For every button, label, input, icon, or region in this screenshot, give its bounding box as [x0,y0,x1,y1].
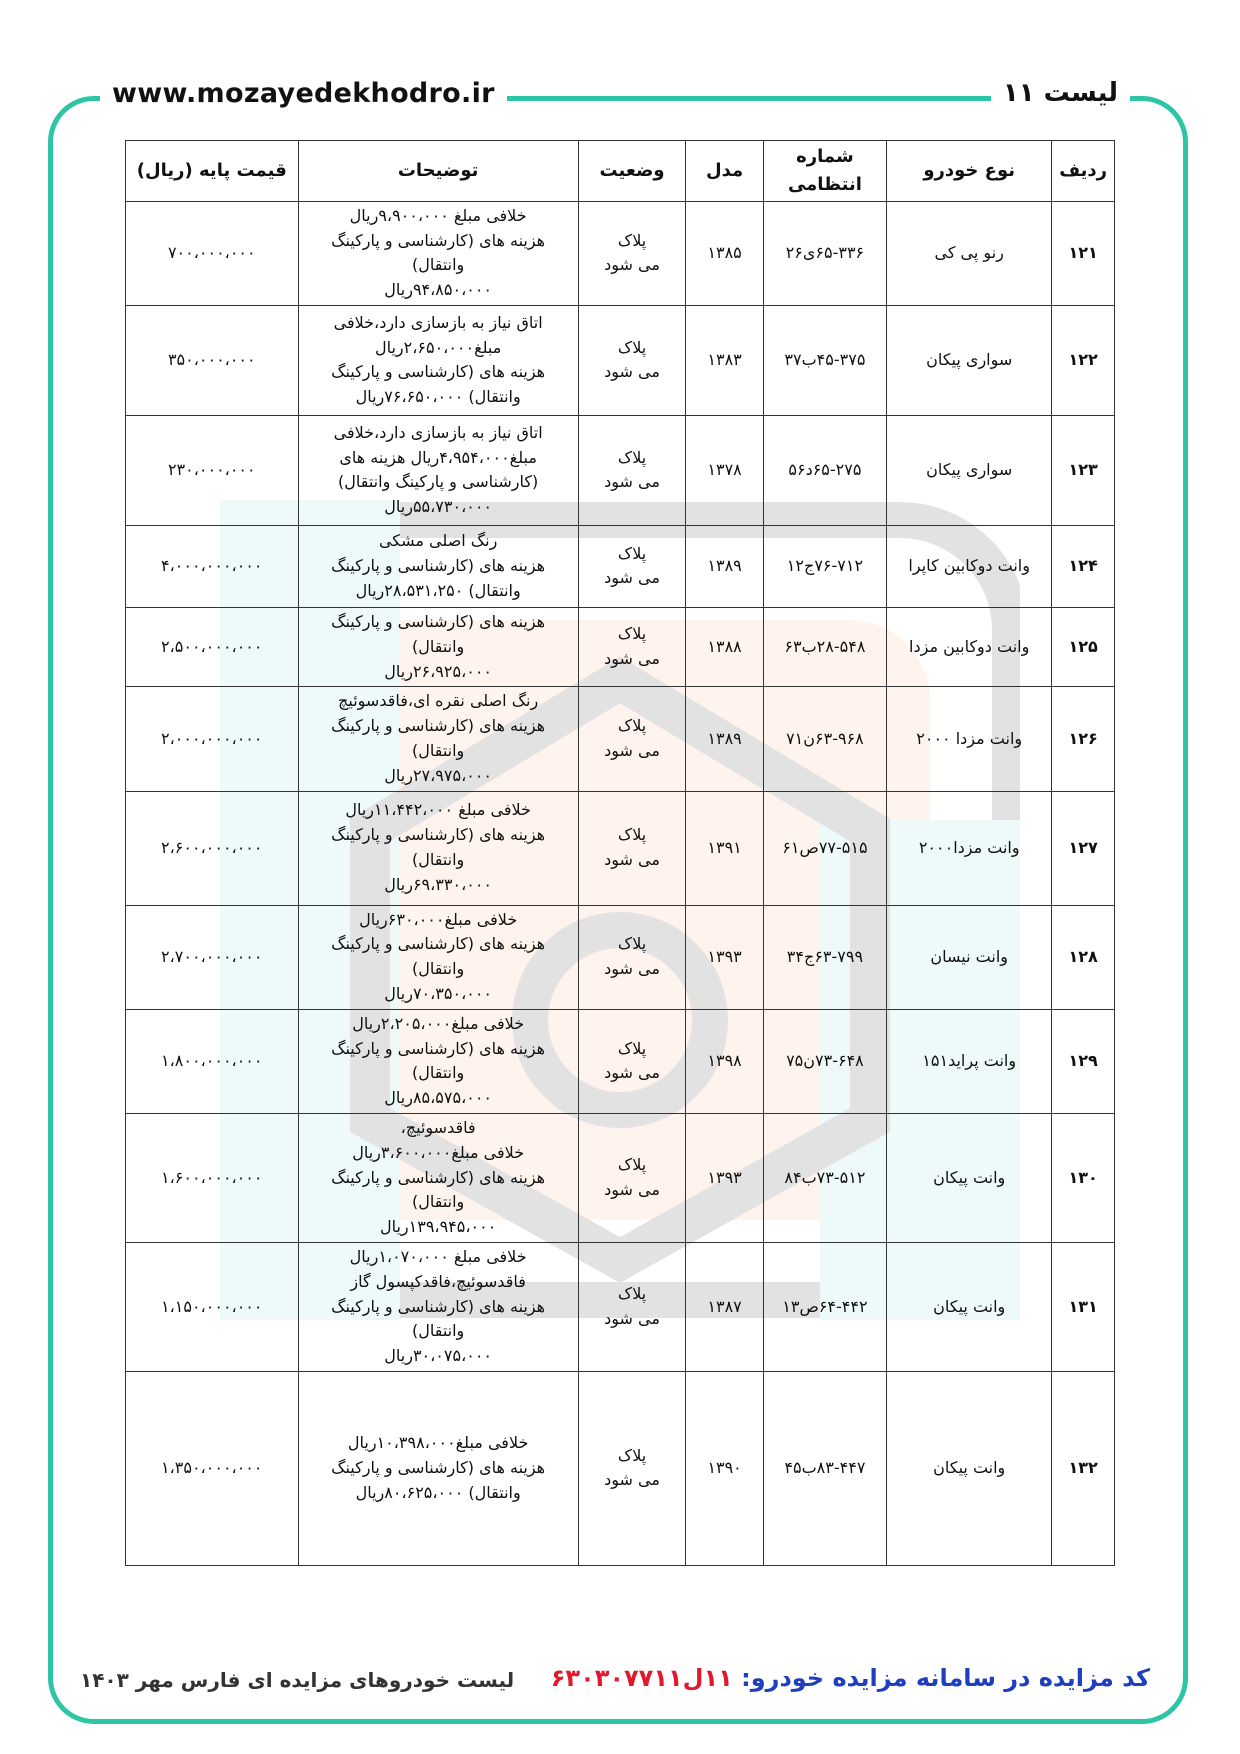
table-row [126,201,1115,305]
plate-number: ۶۴-۴۴۲ص۱۳ [763,1242,886,1371]
plate-number: ۶۳-۷۹۹ج۳۴ [763,905,886,1009]
status-line: می شود [604,1063,660,1083]
base-price: ۷۰۰،۰۰۰،۰۰۰ [126,201,299,305]
status-cell [578,201,686,305]
description-line: هزینه های (کارشناسی و پارکینگ [331,1457,546,1477]
vehicle-type: سواری پیکان [887,415,1052,525]
plate-number: ۷۳-۶۴۸ن۷۵ [763,1009,886,1113]
description-cell [298,905,578,1009]
vehicle-type: وانت دوکابین کاپرا [887,525,1052,607]
status-line: می شود [604,568,660,588]
base-price: ۲،۵۰۰،۰۰۰،۰۰۰ [126,607,299,686]
description-line: وانتقال) ۲۸،۵۳۱،۲۵۰ریال [355,580,521,600]
row-number: ۱۲۳ [1052,415,1115,525]
col-header-desc: توضیحات [298,141,578,202]
description-line: ۱۳۹،۹۴۵،۰۰۰ریال [379,1217,497,1237]
status-line: می شود [604,1308,660,1328]
table-header-row [126,141,1115,202]
status-cell [578,687,686,791]
status-cell [578,1113,686,1242]
description-cell [298,791,578,905]
table-row [126,607,1115,686]
model-year: ۱۳۸۹ [686,525,763,607]
status-line: پلاک [617,624,647,644]
base-price: ۱،۶۰۰،۰۰۰،۰۰۰ [126,1113,299,1242]
plate-number: ۷۳-۵۱۲ب۸۴ [763,1113,886,1242]
description-line: ۷۰،۳۵۰،۰۰۰ریال [384,983,493,1003]
row-number: ۱۲۷ [1052,791,1115,905]
model-year: ۱۳۸۹ [686,687,763,791]
status-line: پلاک [617,230,647,250]
plate-number: ۷۷-۵۱۵ص۶۱ [763,791,886,905]
col-header-model: مدل [686,141,763,202]
vehicle-type: رنو پی کی [887,201,1052,305]
description-line: رنگ اصلی نقره ای،فاقدسوئیچ [338,691,539,711]
description-line: ۳۰،۰۷۵،۰۰۰ریال [384,1346,493,1366]
model-year: ۱۳۹۱ [686,791,763,905]
description-cell [298,201,578,305]
status-line: پلاک [617,825,647,845]
description-line: رنگ اصلی مشکی [378,531,498,551]
description-line: هزینه های (کارشناسی و پارکینگ [331,362,546,382]
table-row [126,415,1115,525]
status-line: پلاک [617,1284,647,1304]
model-year: ۱۳۷۸ [686,415,763,525]
model-year: ۱۳۸۸ [686,607,763,686]
vehicle-type: وانت پیکان [887,1113,1052,1242]
plate-number: ۷۶-۷۱۲ج۱۲ [763,525,886,607]
description-line: ۹۴،۸۵۰،۰۰۰ریال [384,280,493,300]
list-title: لیست خودروهای مزایده ای فارس مهر ۱۴۰۳ [80,1668,515,1692]
status-line: می شود [604,740,660,760]
description-cell [298,1009,578,1113]
status-cell [578,905,686,1009]
status-line: پلاک [617,1038,647,1058]
base-price: ۱،۱۵۰،۰۰۰،۰۰۰ [126,1242,299,1371]
description-line: خلافی مبلغ۶۳۰،۰۰۰ریال [359,909,518,929]
status-cell [578,415,686,525]
status-line: می شود [604,472,660,492]
description-cell [298,1371,578,1565]
col-header-row: ردیف [1052,141,1115,202]
description-line: هزینه های (کارشناسی و پارکینگ وانتقال) [331,825,546,870]
table-row [126,525,1115,607]
vehicle-type: وانت پیکان [887,1371,1052,1565]
description-line: اتاق نیاز به بازسازی دارد،خلافی [333,312,543,332]
status-cell [578,607,686,686]
status-line: پلاک [617,934,647,954]
status-line: پلاک [617,447,647,467]
description-line: هزینه های (کارشناسی و پارکینگ وانتقال) [331,611,546,656]
table-row [126,1242,1115,1371]
plate-number: ۲۸-۵۴۸ب۶۳ [763,607,886,686]
description-line: ۲۶،۹۲۵،۰۰۰ریال [384,661,493,681]
status-line: می شود [604,959,660,979]
description-line: ۵۵،۷۳۰،۰۰۰ریال [384,497,493,517]
row-number: ۱۲۱ [1052,201,1115,305]
model-year: ۱۳۹۰ [686,1371,763,1565]
base-price: ۲،۶۰۰،۰۰۰،۰۰۰ [126,791,299,905]
description-cell [298,1242,578,1371]
row-number: ۱۲۸ [1052,905,1115,1009]
description-line: هزینه های (کارشناسی و پارکینگ وانتقال) [331,230,546,275]
description-line: اتاق نیاز به بازسازی دارد،خلافی [333,422,543,442]
description-line: وانتقال) ۷۶،۶۵۰،۰۰۰ریال [355,387,521,407]
plate-number: ۸۳-۴۴۷ب۴۵ [763,1371,886,1565]
base-price: ۳۵۰،۰۰۰،۰۰۰ [126,305,299,415]
col-header-price: قیمت پایه (ریال) [126,141,299,202]
description-line: ۸۵،۵۷۵،۰۰۰ریال [384,1088,493,1108]
row-number: ۱۲۹ [1052,1009,1115,1113]
table-row [126,1009,1115,1113]
description-line: هزینه های (کارشناسی و پارکینگ وانتقال) [331,1167,546,1212]
plate-number: ۶۵-۳۳۶ی۲۶ [763,201,886,305]
status-line: پلاک [617,716,647,736]
status-line: پلاک [617,543,647,563]
model-year: ۱۳۹۳ [686,905,763,1009]
status-line: می شود [604,1179,660,1199]
model-year: ۱۳۸۳ [686,305,763,415]
status-line: می شود [604,362,660,382]
status-cell [578,1009,686,1113]
description-cell [298,607,578,686]
status-line: پلاک [617,1445,647,1465]
model-year: ۱۳۹۸ [686,1009,763,1113]
plate-number: ۶۵-۲۷۵د۵۶ [763,415,886,525]
vehicle-table [125,140,1115,1566]
row-number: ۱۲۴ [1052,525,1115,607]
model-year: ۱۳۹۳ [686,1113,763,1242]
description-line: (کارشناسی و پارکینگ وانتقال) [338,472,539,492]
auction-code-label: کد مزایده در سامانه مزایده خودرو: [741,1664,1150,1692]
description-line: مبلغ۲،۶۵۰،۰۰۰ریال [374,337,502,357]
table-row [126,305,1115,415]
description-cell [298,687,578,791]
table-row [126,1113,1115,1242]
plate-number: ۴۵-۳۷۵ب۳۷ [763,305,886,415]
model-year: ۱۳۸۷ [686,1242,763,1371]
plate-number: ۶۳-۹۶۸ن۷۱ [763,687,886,791]
base-price: ۲۳۰،۰۰۰،۰۰۰ [126,415,299,525]
status-cell [578,525,686,607]
vehicle-type: وانت پیکان [887,1242,1052,1371]
auction-code-value: ۱۱ل۶۳۰۳۰۷۷۱۱ [550,1664,733,1692]
description-cell [298,415,578,525]
description-line: خلافی مبلغ۱۰،۳۹۸،۰۰۰ریال [347,1433,529,1453]
row-number: ۱۳۰ [1052,1113,1115,1242]
row-number: ۱۳۲ [1052,1371,1115,1565]
row-number: ۱۳۱ [1052,1242,1115,1371]
list-number: لیست ۱۱ [991,78,1130,108]
description-line: ۶۹،۳۳۰،۰۰۰ریال [384,874,493,894]
col-header-plate: شماره انتظامی [763,141,886,202]
description-line: ۲۷،۹۷۵،۰۰۰ریال [384,765,493,785]
description-line: مبلغ۴،۹۵۴،۰۰۰ریال هزینه های [339,447,537,467]
row-number: ۱۲۶ [1052,687,1115,791]
description-line: فاقدسوئیچ،فاقدکپسول گاز [350,1271,526,1291]
table-row [126,687,1115,791]
description-line: خلافی مبلغ ۱،۰۷۰،۰۰۰ریال [349,1246,527,1266]
status-line: پلاک [617,337,647,357]
col-header-type: نوع خودرو [887,141,1052,202]
col-header-status: وضعیت [578,141,686,202]
status-cell [578,1242,686,1371]
base-price: ۲،۷۰۰،۰۰۰،۰۰۰ [126,905,299,1009]
row-number: ۱۲۵ [1052,607,1115,686]
table-row [126,905,1115,1009]
status-line: می شود [604,850,660,870]
description-line: وانتقال) ۸۰،۶۲۵،۰۰۰ریال [355,1482,521,1502]
vehicle-type: وانت پراید۱۵۱ [887,1009,1052,1113]
description-cell [298,305,578,415]
vehicle-type: وانت دوکابین مزدا [887,607,1052,686]
description-line: هزینه های (کارشناسی و پارکینگ وانتقال) [331,716,546,760]
vehicle-type: وانت نیسان [887,905,1052,1009]
auction-code [551,1664,1150,1692]
model-year: ۱۳۸۵ [686,201,763,305]
base-price: ۴،۰۰۰،۰۰۰،۰۰۰ [126,525,299,607]
description-line: هزینه های (کارشناسی و پارکینگ وانتقال) [331,1038,546,1083]
description-cell [298,525,578,607]
description-line: فاقدسوئیچ، [400,1117,476,1137]
vehicle-type: سواری پیکان [887,305,1052,415]
status-cell [578,305,686,415]
row-number: ۱۲۲ [1052,305,1115,415]
description-line: هزینه های (کارشناسی و پارکینگ وانتقال) [331,1296,546,1341]
description-line: خلافی مبلغ ۱۱،۴۴۲،۰۰۰ریال [345,800,531,820]
status-cell [578,1371,686,1565]
base-price: ۱،۳۵۰،۰۰۰،۰۰۰ [126,1371,299,1565]
website-url: www.mozayedekhodro.ir [100,78,507,109]
description-line: خلافی مبلغ۲،۲۰۵،۰۰۰ریال [352,1013,525,1033]
status-line: می شود [604,1470,660,1490]
status-line: می شود [604,649,660,669]
base-price: ۲،۰۰۰،۰۰۰،۰۰۰ [126,687,299,791]
status-line: پلاک [617,1155,647,1175]
description-line: هزینه های (کارشناسی و پارکینگ [331,556,546,576]
status-cell [578,791,686,905]
description-line: خلافی مبلغ۳،۶۰۰،۰۰۰ریال [352,1142,525,1162]
base-price: ۱،۸۰۰،۰۰۰،۰۰۰ [126,1009,299,1113]
description-cell [298,1113,578,1242]
description-line: هزینه های (کارشناسی و پارکینگ وانتقال) [331,934,546,979]
status-line: می شود [604,255,660,275]
vehicle-type: وانت مزدا ۲۰۰۰ [887,687,1052,791]
table-row [126,791,1115,905]
vehicle-type: وانت مزدا۲۰۰۰ [887,791,1052,905]
table-row [126,1371,1115,1565]
description-line: خلافی مبلغ ۹،۹۰۰،۰۰۰ریال [349,205,527,225]
